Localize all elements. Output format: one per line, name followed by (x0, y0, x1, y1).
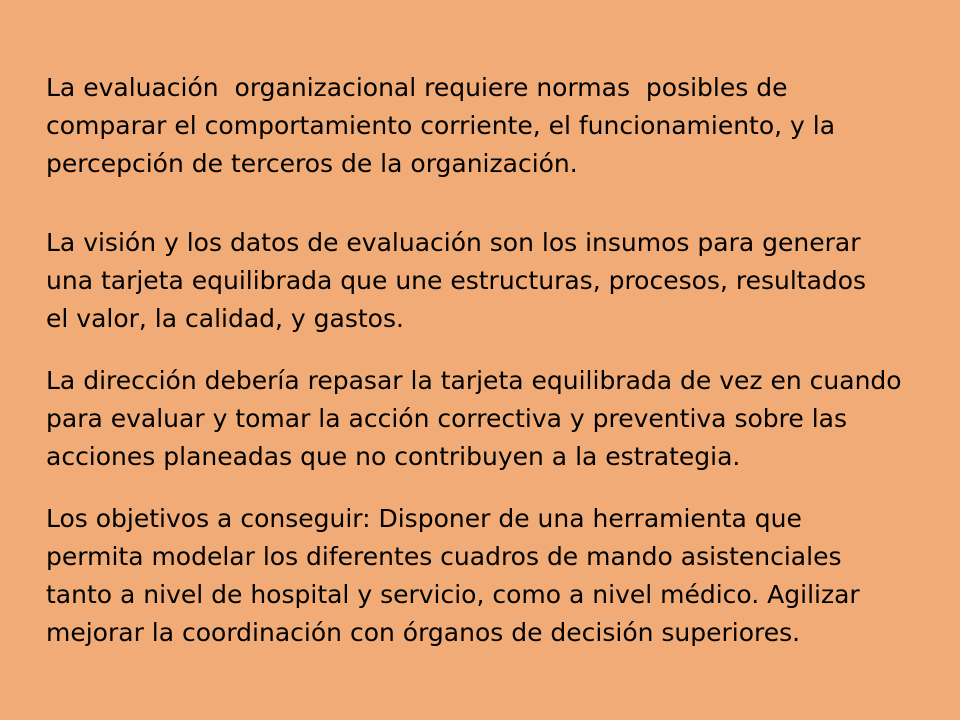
paragraph-vision (46, 224, 866, 338)
paragraph-line: permita modelar los diferentes cuadros de mando asistenciales (46, 542, 842, 571)
paragraph-line: comparar el comportamiento corriente, el funcionamiento, y la (46, 111, 836, 140)
paragraph-line: Los objetivos a conseguir: Disponer de una herramienta que (46, 504, 802, 533)
paragraph-direction (46, 362, 902, 476)
paragraph-line: mejorar la coordinación con órganos de decisión superiores. (46, 618, 801, 647)
paragraph-line: tanto a nivel de hospital y servicio, como a nivel médico. Agilizar (46, 580, 860, 609)
paragraph-line: una tarjeta equilibrada que une estructuras, procesos, resultados (46, 266, 867, 295)
paragraph-line: percepción de terceros de la organización. (46, 149, 578, 178)
paragraph-evaluation (46, 69, 835, 183)
paragraph-line: el valor, la calidad, y gastos. (46, 304, 404, 333)
paragraph-line: La visión y los datos de evaluación son los insumos para generar (46, 228, 861, 257)
paragraph-line: acciones planeadas que no contribuyen a la estrategia. (46, 442, 741, 471)
paragraph-line: para evaluar y tomar la acción correctiva y preventiva sobre las (46, 404, 847, 433)
paragraph-objectives (46, 500, 860, 652)
paragraph-line: La dirección debería repasar la tarjeta equilibrada de vez en cuando (46, 366, 902, 395)
paragraph-line: La evaluación organizacional requiere normas posibles de (46, 73, 788, 102)
